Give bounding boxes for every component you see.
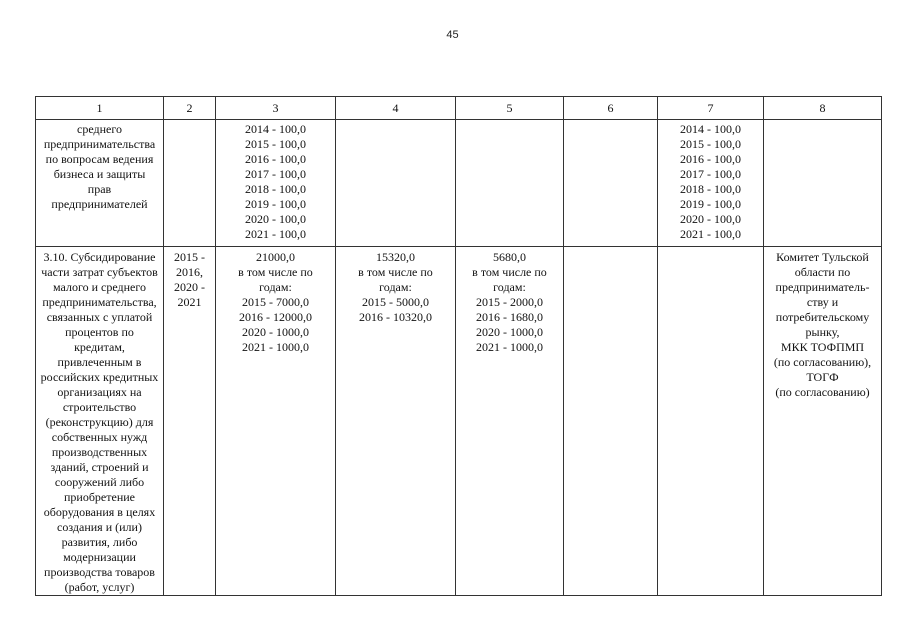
column-header: 3 [216,97,336,120]
total-funding-cell: 2014 - 100,0 2015 - 100,0 2016 - 100,0 2017 - 100,0 2018 - 100,0 2019 - 100,0 2020 - 100,0 2021 - 100,0 [216,120,336,247]
column-header: 2 [164,97,216,120]
column-header: 5 [456,97,564,120]
column-header: 1 [36,97,164,120]
other-sources-cell: 2014 - 100,0 2015 - 100,0 2016 - 100,0 2017 - 100,0 2018 - 100,0 2019 - 100,0 2020 - 100,0 2021 - 100,0 [658,120,764,247]
column-header: 7 [658,97,764,120]
column-header: 4 [336,97,456,120]
other-sources-cell [658,247,764,596]
page-number: 45 [446,29,459,41]
total-funding-cell: 21000,0 в том числе по годам: 2015 - 7000,0 2016 - 12000,0 2020 - 1000,0 2021 - 1000,0 [216,247,336,596]
executor-cell: Комитет Тульской области по предприниматель- ству и потребительскому рынку, МКК ТОФПМП (по согласованию), ТОГФ (по согласованию) [764,247,882,596]
period-cell [164,120,216,247]
table-row [36,120,882,247]
activity-name-cell: среднего предпринимательства по вопросам ведения бизнеса и защиты прав предпринимателей [36,120,164,247]
period-cell: 2015 - 2016, 2020 - 2021 [164,247,216,596]
local-budget-cell [564,120,658,247]
executor-cell [764,120,882,247]
federal-budget-cell: 15320,0 в том числе по годам: 2015 - 5000,0 2016 - 10320,0 [336,247,456,596]
regional-budget-cell [456,120,564,247]
program-table [35,96,882,596]
table-row [36,247,882,596]
activity-name-cell: 3.10. Субсидирование части затрат субъектов малого и среднего предпринимательства, связанных с уплатой процентов по кредитам, привлеченным в российских кредитных организациях на строительство (реконструкцию) для собственных нужд производственных зданий, строений и сооружений либо приобретение оборудования в целях создания и (или) развития, либо модернизации производства товаров (работ, услуг) [36,247,164,596]
header-row [36,97,882,120]
local-budget-cell [564,247,658,596]
regional-budget-cell: 5680,0 в том числе по годам: 2015 - 2000,0 2016 - 1680,0 2020 - 1000,0 2021 - 1000,0 [456,247,564,596]
column-header: 8 [764,97,882,120]
column-header: 6 [564,97,658,120]
federal-budget-cell [336,120,456,247]
